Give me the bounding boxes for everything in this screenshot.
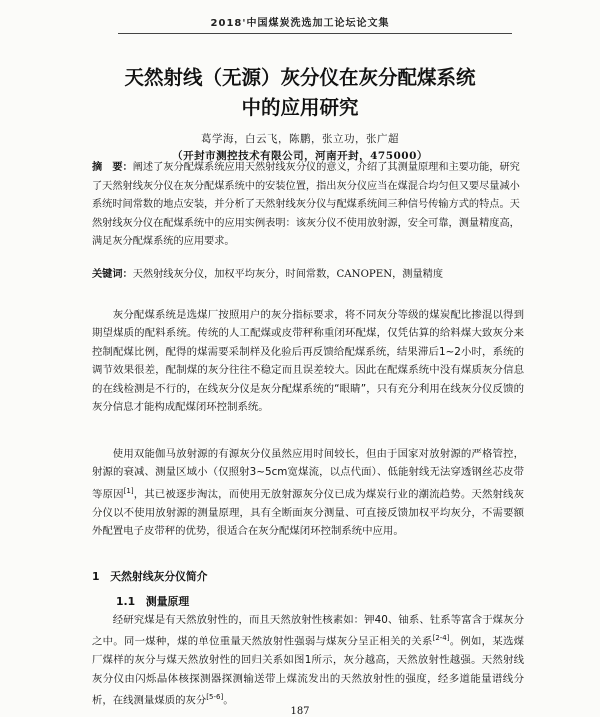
header-rule xyxy=(118,33,512,34)
abstract-label: 摘 要： xyxy=(92,162,133,173)
affiliation: （开封市测控技术有限公司，河南开封，475000） xyxy=(172,150,428,162)
paragraph-2-text-a: 使用双能伽马放射源的有源灰分仪虽然应用时间较长，但由于国家对放射源的严格管控，射源的衰减、测量区域小（仅照射3~5cm宽煤流，以点代面）、低能射线无法穿透钢丝芯皮带等原因 xyxy=(92,448,524,501)
paragraph-2-text-b: ，其已被逐步淘汰，而使用无放射源灰分仪已成为煤炭行业的潮流趋势。天然射线灰分仪以不使用放射源的测量原理，具有全断面灰分测量、可直接反馈加权平均灰分，不需要额外配置电子皮带秤的优势，很适合在灰分配煤闭环控制系统中应用。 xyxy=(92,488,524,538)
paragraph-intro: 灰分配煤系统是选煤厂按照用户的灰分指标要求，将不同灰分等级的煤炭配比掺混以得到期望煤质的配料系统。传统的人工配煤或皮带秤称重闭环配煤，仅凭估算的给料煤大致灰分来控制配煤比例，配得的煤需要采制样及化验后再反馈给配煤系统，结果滞后1~2小时，系统的调节效果很差，配制煤的灰分往往不稳定而且误差较大。因此在配煤系统中没有煤质灰分信息的在线检测是不行的，在线灰分仪是灰分配煤系统的“眼睛”，只有充分利用在线灰分仪反馈的灰分信息才能构成配煤闭环控制系统。 xyxy=(92,309,524,414)
citation-1: [1] xyxy=(123,486,134,495)
paper-title-line-2: 中的应用研究 xyxy=(241,96,359,119)
authors: 葛学海，白云飞，陈鹏，张立功，张广超 xyxy=(201,133,399,145)
abstract-text: 阐述了灰分配煤系统应用天然射线灰分仪的意义，介绍了其测量原理和主要功能，研究了天然射线灰分仪在灰分配煤系统中的安装位置，指出灰分仪应当在煤混合均匀但又要尽量减小系统时间常数的地点安装，并分析了天然射线灰分仪与配煤系统间三种信号传输方式的特点。天然射线灰分仪在配煤系统中的应用实例表明：该灰分仪不使用放射源，安全可靠，测量精度高，满足灰分配煤系统的应用要求。 xyxy=(92,162,520,248)
paragraph-3-text-b: 。例如，某选煤厂煤样的灰分与煤天然放射性的回归关系如图1所示，灰分越高，天然放射性越强。天然射线灰分仪由闪烁晶体核探测器探测输送带上煤流发出的天然放射性的强度，经多道能量谱线分析，在线测量煤质的灰分 xyxy=(92,635,525,707)
subsection-heading-1-1: 1.1 测量原理 xyxy=(116,595,190,608)
page-number: 187 xyxy=(290,706,310,717)
citation-2-4: [2-4] xyxy=(432,634,450,643)
keywords xyxy=(92,266,522,285)
running-head: 2018'中国煤炭洗选加工论坛论文集 xyxy=(210,18,390,29)
paragraph-3-text-a: 经研究煤是有天然放射性的，而且天然放射性核素如：钾40、铀系、钍系等富含于煤灰分之中。同一煤种，煤的单位重量天然放射性强弱与煤灰分呈正相关的关系 xyxy=(92,614,524,648)
paper-title-line-1: 天然射线（无源）灰分仪在灰分配煤系统 xyxy=(124,66,476,89)
abstract xyxy=(92,159,522,252)
keywords-text: 天然射线灰分仪，加权平均灰分，时间常数，CANOPEN，测量精度 xyxy=(132,269,444,280)
citation-5-6: [5-6] xyxy=(206,693,224,702)
section-heading-1: 1 天然射线灰分仪简介 xyxy=(92,570,208,583)
paragraph-source-comparison xyxy=(92,445,524,541)
paragraph-principle xyxy=(92,611,524,710)
paragraph-3-text-c: 。 xyxy=(223,694,234,707)
keywords-label: 关键词： xyxy=(92,269,133,280)
